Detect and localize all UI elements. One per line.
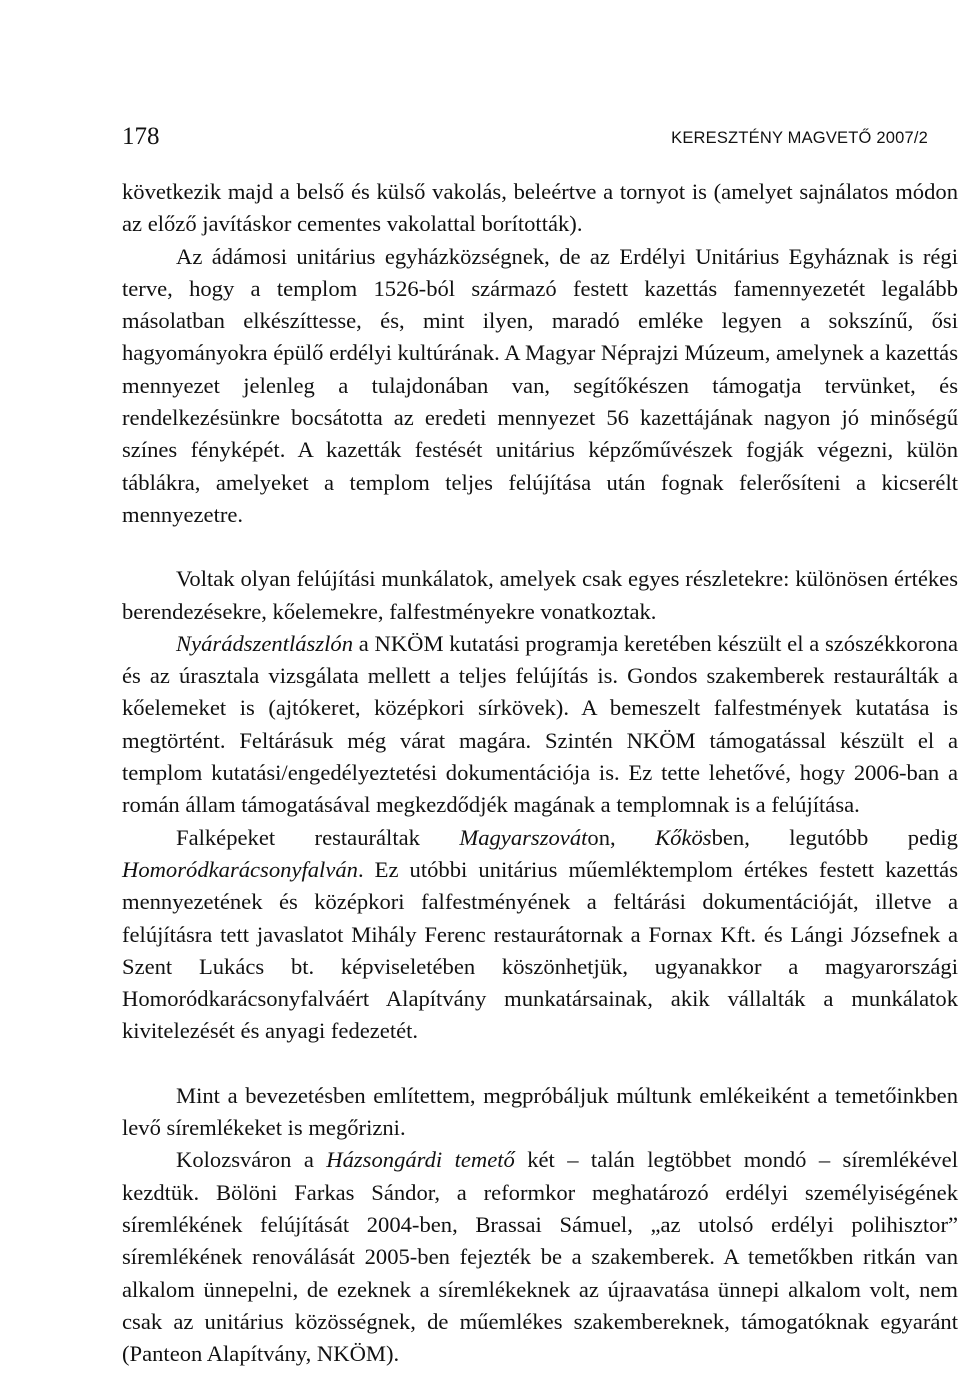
body-text: [122, 176, 958, 1370]
paragraph: Mint a bevezetésben említettem, megpróbáljuk múltunk emlékeiként a temetőinkben levő síremlékeket is megőrizni.: [122, 1082, 958, 1141]
running-head: KERESZTÉNY MAGVETŐ 2007/2: [671, 129, 928, 147]
paragraph-text: a NKÖM kutatási programja keretében készült el a szószékkorona és az úrasztala vizsgálata mellett a teljes felújítás is. Gondos szakemberek restaurálták a kőelemeket is (ajtókeret, középkori sírkövek). A bemeszelt falfestmények kutatása is megtörtént. Feltárásuk még várat magára. Szintén NKÖM támogatással készült el a templom kutatási/engedélyeztetési dokumentációja is. Ez tette lehetővé, hogy 2006-ban a román állam támogatásával megkezdődjék magának a templomnak is a felújítása.: [122, 630, 958, 818]
paragraph-text: on,: [587, 824, 656, 850]
paragraph-text: ben, legutóbb pedig: [711, 824, 958, 850]
paragraph-lead: Falképeket restauráltak: [176, 824, 460, 850]
paragraph: következik majd a belső és külső vakolás, beleértve a tornyot is (amelyet sajnálatos módon az előző javításkor cementes vakolattal borították).: [122, 179, 958, 237]
place-name: Kőkös: [655, 824, 712, 850]
paragraph: [122, 628, 958, 822]
paragraph: Az ádámosi unitárius egyházközségnek, de az Erdélyi Unitárius Egyháznak is régi terve, hogy a templom 1526-ból származó festett kazettás famennyezetét legalább másolatban elkészíttesse, és, mint ilyen, maradó emléke legyen a sokszínű, ősi hagyományokra épülő erdélyi kultúrának. A Magyar Néprajzi Múzeum, amelynek a kazettás mennyezet jelenleg a tulajdonában van, segítőkészen támogatja tervünket, és rendelkezésünkre bocsátotta az eredeti mennyezet 56 kazettájának nagyon jó minőségű színes fényképét. A kazetták festését unitárius képzőművészek fogják végezni, külön táblákra, amelyeket a templom teljes felújítása után fognak felerősíteni a kicserélt mennyezetre.: [122, 243, 958, 527]
page-number: 178: [122, 123, 160, 150]
paragraph-gap: [122, 1048, 958, 1080]
place-name: Homoródkarácsonyfalván: [122, 856, 358, 882]
place-name: Nyárádszentlászlón: [176, 630, 353, 656]
paragraph: Voltak olyan felújítási munkálatok, amelyek csak egyes részletekre: különösen értékes berendezésekre, kőelemekre, falfestményekre vonatkoztak.: [122, 566, 958, 624]
paragraph: [122, 1144, 958, 1370]
paragraph-gap: [122, 531, 958, 563]
place-name: Házsongárdi temető: [326, 1147, 515, 1173]
paragraph-lead: Kolozsváron a: [176, 1147, 327, 1173]
paragraph-text: . Ez utóbbi unitárius műemléktemplom értékes festett kazettás mennyezetének és középkori falfestményének a feltárási dokumentációját, illetve a felújításra tett javaslatot Mihály Ferenc restaurátornak a Fornax Kft. és Lángi Józsefnek a Szent Lukács bt. képviseletében köszönhetjük, ugyanakkor a magyarországi Homoródkarácsonyfalváért Alapítvány munkatársainak, akik vállalták a munkálatok kivitelezését és anyagi fedezetét.: [122, 856, 958, 1044]
paragraph: [122, 822, 958, 1048]
place-name: Magyarszovát: [459, 824, 588, 850]
paragraph-text: két – talán legtöbbet mondó – síremlékével kezdtük. Bölöni Farkas Sándor, a reformkor meghatározó erdélyi személyiségének síremlékének felújítását 2004-ben, Brassai Sámuel, „az utolsó erdélyi polihisztor” síremlékének renoválását 2005-ben fejezték be a szakemberek. A temetőkben ritkán van alkalom ünnepelni, de ezeknek a síremlékeknek az újraavatása ünnepi alkalom volt, nem csak az unitárius közösségnek, de műemlékes szakembereknek, támogatóknak egyaránt (Panteon Alapítvány, NKÖM).: [122, 1147, 958, 1367]
